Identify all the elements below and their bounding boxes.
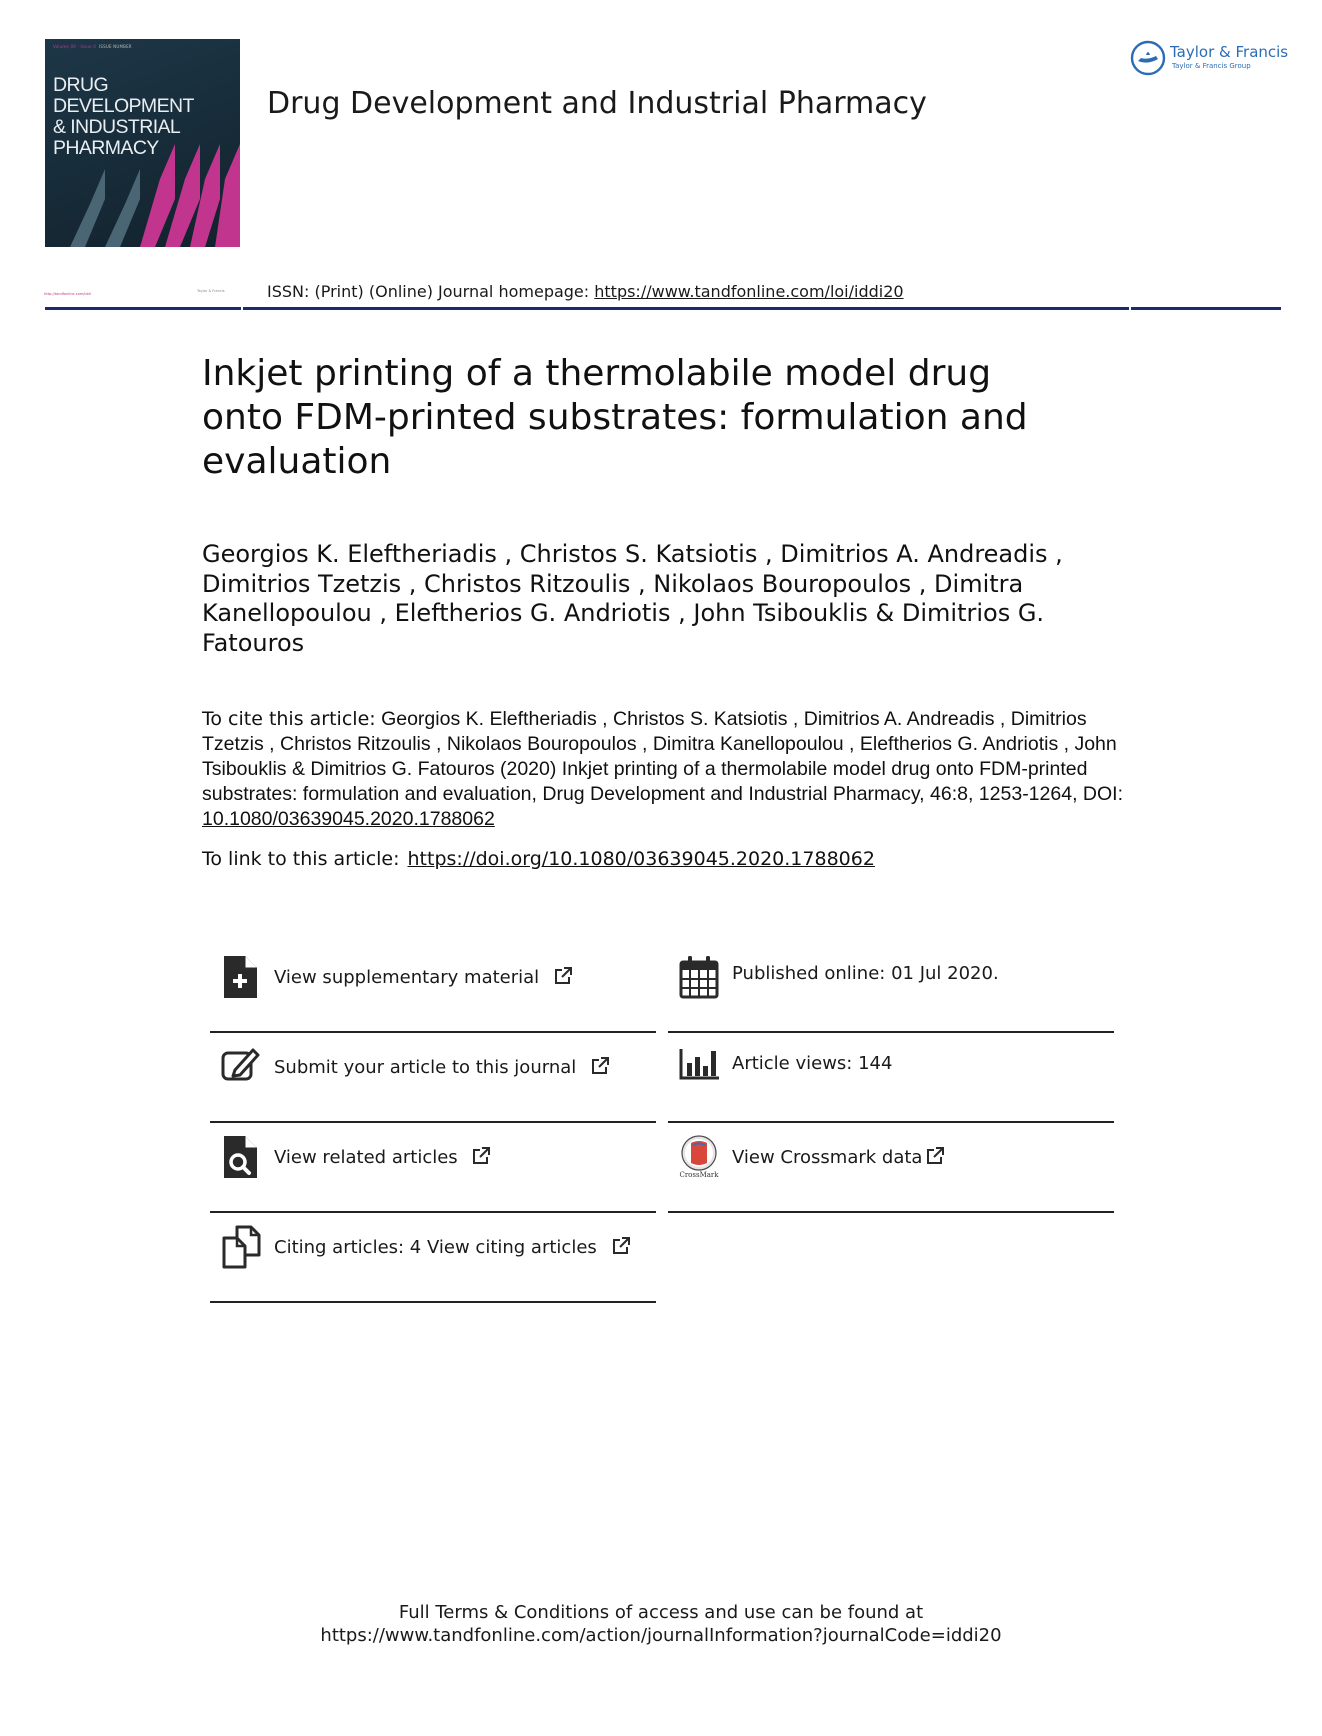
external-link-icon [925, 1146, 945, 1166]
cover-title: DRUG DEVELOPMENT & INDUSTRIAL PHARMACY [53, 74, 194, 159]
issn-label: ISSN: (Print) (Online) Journal homepage: [267, 282, 595, 301]
published-online-label: Published online: 01 Jul 2020. [732, 963, 999, 984]
crossmark-caption: CrossMark [679, 1171, 719, 1179]
citing-articles-label: Citing articles: 4 View citing articles [274, 1237, 597, 1258]
tiny-journal-link[interactable]: http://tandfonline.com/iddi [44, 292, 91, 296]
external-link-icon [590, 1056, 610, 1076]
article-link-line [202, 848, 875, 870]
external-link-icon [611, 1236, 631, 1256]
published-online-item [679, 955, 1109, 985]
cover-volume: Volume 00 · Issue 0 [53, 44, 97, 49]
file-plus-icon [221, 955, 261, 999]
footer-terms [0, 1601, 1322, 1647]
article-views-item [679, 1045, 1109, 1075]
issn-row [0, 280, 1322, 302]
divider [210, 1121, 656, 1123]
footer-terms-url[interactable]: https://www.tandfonline.com/action/journalInformation?journalCode=iddi20 [320, 1625, 1002, 1646]
header-rule [45, 307, 1281, 310]
article-title: Inkjet printing of a thermolabile model drug onto FDM-printed substrates: formulation and evaluation [202, 353, 1028, 482]
calendar-icon [679, 955, 719, 999]
publisher-logo[interactable] [1129, 39, 1289, 79]
citation-lead: To cite this article: [202, 708, 376, 730]
copy-documents-icon [221, 1225, 261, 1269]
edit-icon [221, 1045, 261, 1089]
cover-issue: ISSUE NUMBER [98, 44, 132, 49]
article-authors: Georgios K. Eleftheriadis , Christos S. Katsiotis , Dimitrios A. Andreadis , Dimitrios Tzetzis , Christos Ritzoulis , Nikolaos Bouropoulos , Dimitra Kanellopoulou , Eleftherios G. Andriotis , John Tsibouklis & Dimitrios G. Fatouros [202, 540, 1063, 657]
divider [668, 1031, 1114, 1033]
divider [210, 1211, 656, 1213]
view-related-label: View related articles [274, 1147, 458, 1168]
publisher-lamp-icon [1129, 39, 1167, 77]
citation-doi-link[interactable]: 10.1080/03639045.2020.1788062 [202, 808, 495, 830]
divider [668, 1121, 1114, 1123]
crossmark-label: View Crossmark data [732, 1147, 923, 1168]
journal-title: Drug Development and Industrial Pharmacy [267, 86, 927, 121]
publisher-group: Taylor & Francis Group [1172, 62, 1251, 70]
article-views-label: Article views: 144 [732, 1053, 893, 1074]
bar-chart-icon [679, 1045, 719, 1089]
view-related-item[interactable] [221, 1135, 651, 1168]
external-link-icon [471, 1146, 491, 1166]
view-supplementary-label: View supplementary material [274, 967, 540, 988]
external-link-icon [553, 966, 573, 986]
journal-homepage-link[interactable]: https://www.tandfonline.com/loi/iddi20 [594, 282, 904, 301]
tiny-publisher-logo: Taylor & Francis [197, 289, 225, 293]
citing-articles-item[interactable] [221, 1225, 651, 1258]
submit-article-item[interactable] [221, 1045, 651, 1078]
divider [210, 1031, 656, 1033]
citation-block [202, 707, 1132, 832]
article-doi-url[interactable]: https://doi.org/10.1080/03639045.2020.1788062 [407, 848, 875, 870]
view-supplementary-item[interactable] [221, 955, 651, 988]
publisher-name: Taylor & Francis [1170, 43, 1289, 61]
crossmark-icon [679, 1135, 719, 1179]
citation-text: Georgios K. Eleftheriadis , Christos S. Katsiotis , Dimitrios A. Andreadis , Dimitrios Tzetzis , Christos Ritzoulis , Nikolaos Bouropoulos , Dimitra Kanellopoulou , Eleftherios G. Andriotis , John Tsibouklis & Dimitrios G. Fatouros (2020) Inkjet printing of a thermolabile model drug onto FDM-printed substrates: formulation and evaluation, Drug Development and Industrial Pharmacy, 46:8, 1253-1264, DOI: [202, 708, 1123, 805]
footer-terms-line: Full Terms & Conditions of access and use can be found at [398, 1602, 924, 1623]
divider [668, 1211, 1114, 1213]
file-search-icon [221, 1135, 261, 1179]
submit-article-label: Submit your article to this journal [274, 1057, 577, 1078]
journal-cover [45, 39, 240, 247]
divider [210, 1301, 656, 1303]
article-link-label: To link to this article: [202, 848, 400, 870]
crossmark-item[interactable] [679, 1135, 1109, 1179]
